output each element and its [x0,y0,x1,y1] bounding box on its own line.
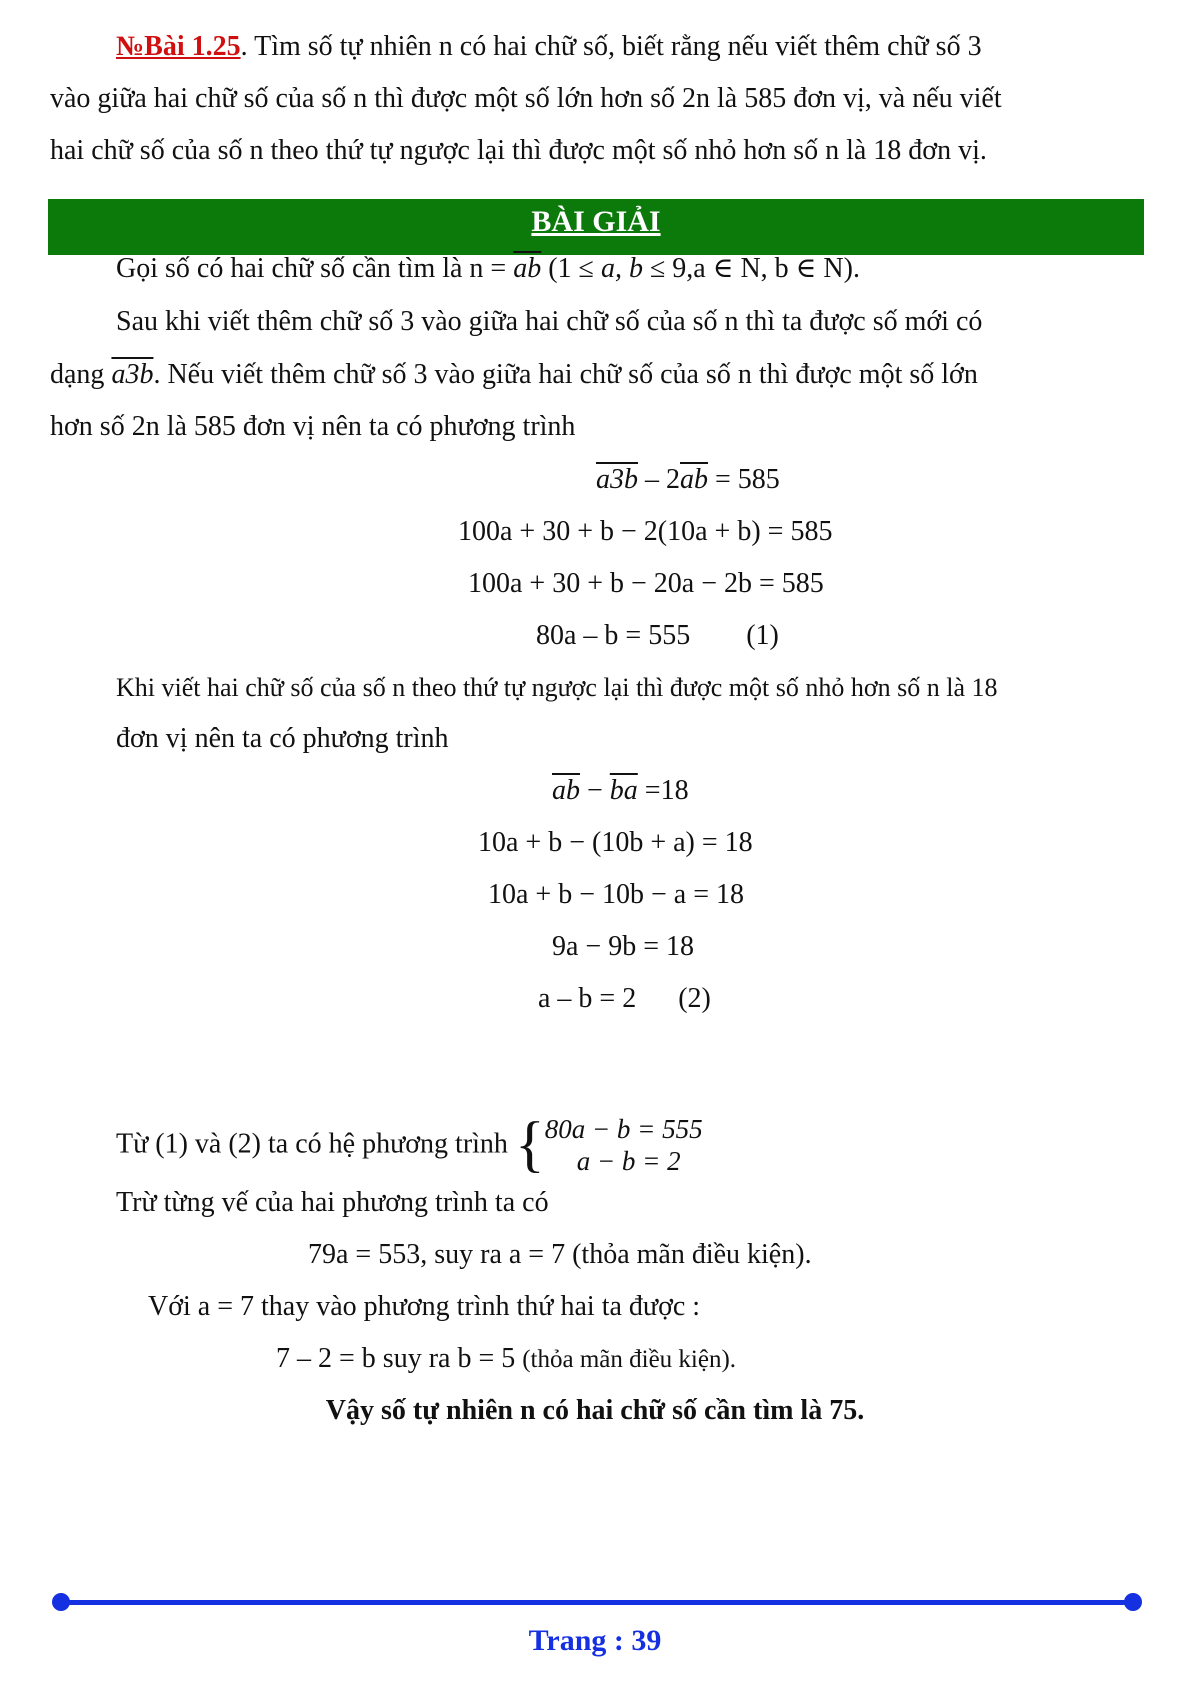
footer-divider [60,1600,1132,1605]
para2-line-1: Khi viết hai chữ số của số n theo thứ tự ngược lại thì được một số nhỏ hơn số n là 18 [116,673,998,702]
equation-4: 80a – b = 555 (1) [536,620,779,651]
equation-6: 10a + b − (10b + a) = 18 [478,827,753,858]
para1-line-2: dạng a3b. Nếu viết thêm chữ số 3 vào giữa hai chữ số của số n thì được một số lớn [50,359,978,390]
page-number: Trang : 39 [528,1624,662,1657]
problem-label: №Bài 1.25 [116,31,241,62]
problem-line-1: №Bài 1.25. Tìm số tự nhiên n có hai chữ số, biết rằng nếu viết thêm chữ số 3 [116,31,982,62]
equation-2: 100a + 30 + b − 2(10a + b) = 585 [458,516,833,547]
equation-3: 100a + 30 + b − 20a − 2b = 585 [468,568,824,599]
equation-8: 9a − 9b = 18 [552,931,695,962]
para1-line-1: Sau khi viết thêm chữ số 3 vào giữa hai chữ số của số n thì ta được số mới có [116,306,983,337]
para1-line-3: hơn số 2n là 585 đơn vị nên ta có phương trình [50,411,576,442]
para2-line-2: đơn vị nên ta có phương trình [116,723,449,754]
banner-title: BÀI GIẢI [531,205,661,238]
equation-7: 10a + b − 10b − a = 18 [488,879,745,910]
equation-9: a – b = 2 (2) [538,983,711,1014]
subtract-line: Trừ từng vế của hai phương trình ta có [116,1187,549,1218]
problem-line-3: hai chữ số của số n theo thứ tự ngược lại thì được một số nhỏ hơn số n là 18 đơn vị. [50,135,987,166]
footer-dot-right [1124,1593,1142,1611]
equation-1: $a3b - 2\overline{ab} = 585$ [596,464,780,495]
equation-5: $\overline{ab} - \overline{ba} =18$ [552,775,689,806]
footer-dot-left [52,1593,70,1611]
problem-line-2: vào giữa hai chữ số của số n thì được một số lớn hơn số 2n là 585 đơn vị, và nếu viết [50,83,1002,114]
solution-banner [48,199,1144,255]
conclusion: Vậy số tự nhiên n có hai chữ số cần tìm là 75. [325,1395,865,1426]
system-equations: 80a − b = 555 a − b = 2 [544,1113,703,1176]
brace-icon: { [514,1110,545,1179]
result-b: 7 – 2 = b suy ra b = 5 (thỏa mãn điều kiện). [276,1343,737,1374]
with-a-line: Với a = 7 thay vào phương trình thứ hai ta được : [148,1291,701,1322]
intro-line: Gọi số có hai chữ số cần tìm là $n = \overline{ab}$ (1 ≤ a, b ≤ 9,a ∈ N, b ∈ N). [116,253,860,284]
result-a: 79a = 553, suy ra a = 7 (thỏa mãn điều kiện). [308,1239,812,1270]
system-line: Từ (1) và (2) ta có hệ phương trình { 80a − b = 555 a − b = 2 [116,1110,703,1179]
